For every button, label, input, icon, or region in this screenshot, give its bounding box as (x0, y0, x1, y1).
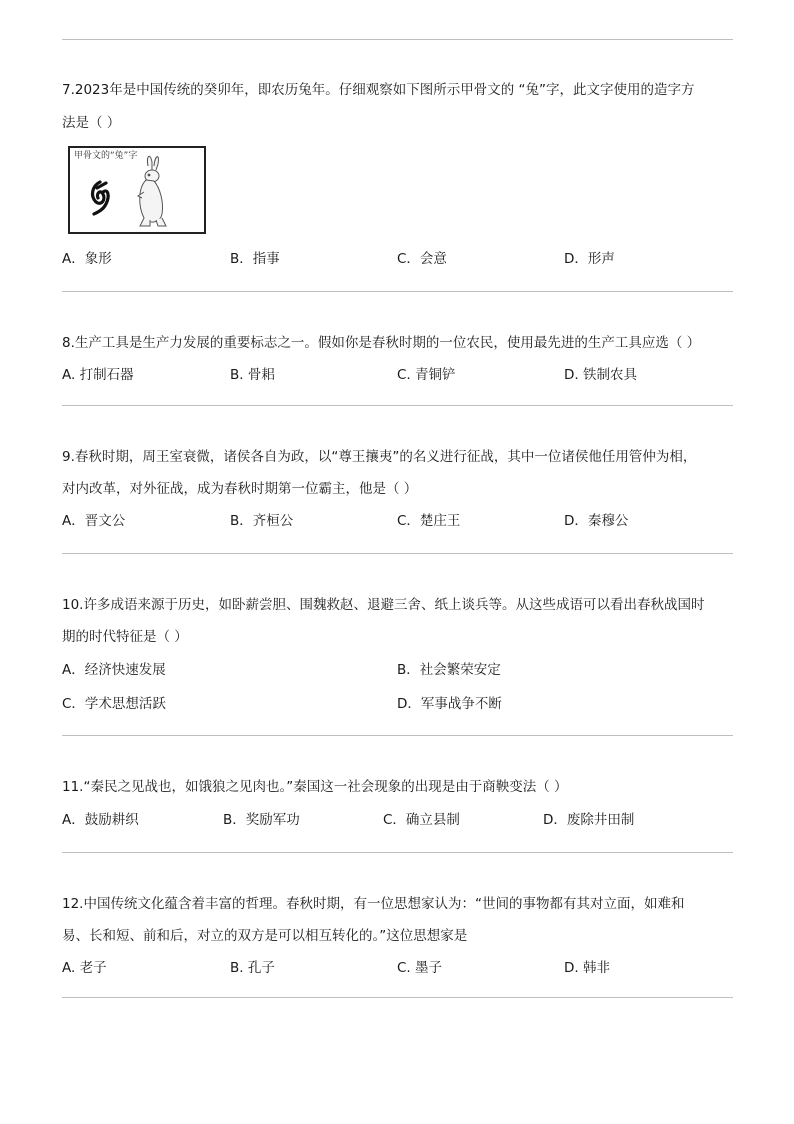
option-b[interactable]: B．奖励军功 (223, 812, 300, 828)
option-a[interactable]: A. 打制石器 (62, 367, 134, 383)
question-stem: 11.“秦民之见战也，如饿狼之见肉也。”秦国这一社会现象的出现是由于商鞅变法（ ） (62, 779, 568, 795)
oracle-bone-rabbit-figure (68, 146, 206, 234)
figure-caption: 甲骨文的“兔”字 (74, 151, 138, 161)
option-d[interactable]: D．形声 (564, 251, 615, 267)
option-a[interactable]: A．晋文公 (62, 513, 126, 529)
divider (62, 997, 733, 998)
option-b[interactable]: B．齐桓公 (230, 513, 294, 529)
divider (62, 291, 733, 292)
option-c[interactable]: C. 青铜铲 (397, 367, 456, 383)
question-stem: 7.2023年是中国传统的癸卯年，即农历兔年。仔细观察如下图所示甲骨文的 “兔”字，此文字使用的造字方 (62, 82, 695, 98)
option-b[interactable]: B. 骨耜 (230, 367, 275, 383)
question-stem: 对内改革，对外征战，成为春秋时期第一位霸主，他是（ ） (62, 481, 418, 497)
option-c[interactable]: C．学术思想活跃 (62, 696, 166, 712)
question-stem: 易、长和短、前和后，对立的双方是可以相互转化的。”这位思想家是 (62, 928, 468, 944)
option-d[interactable]: D．秦穆公 (564, 513, 629, 529)
question-stem: 法是（ ） (62, 115, 121, 131)
question-stem: 12.中国传统文化蕴含着丰富的哲理。春秋时期，有一位思想家认为：“世间的事物都有其对立面，如难和 (62, 896, 685, 912)
option-d[interactable]: D．军事战争不断 (397, 696, 502, 712)
option-c[interactable]: C. 墨子 (397, 960, 443, 976)
option-a[interactable]: A. 老子 (62, 960, 107, 976)
question-stem: 期的时代特征是（ ） (62, 629, 188, 645)
option-a[interactable]: A．经济快速发展 (62, 662, 166, 678)
rabbit-illustration (70, 148, 204, 232)
option-d[interactable]: D. 铁制农具 (564, 367, 637, 383)
option-b[interactable]: B．社会繁荣安定 (397, 662, 501, 678)
option-a[interactable]: A．鼓励耕织 (62, 812, 139, 828)
option-c[interactable]: C．确立县制 (383, 812, 460, 828)
question-stem: 10.许多成语来源于历史，如卧薪尝胆、围魏救赵、退避三舍、纸上谈兵等。从这些成语可以看出春秋战国时 (62, 597, 705, 613)
question-stem: 8.生产工具是生产力发展的重要标志之一。假如你是春秋时期的一位农民，使用最先进的生产工具应选（ ） (62, 335, 701, 351)
option-b[interactable]: B．指事 (230, 251, 280, 267)
option-d[interactable]: D. 韩非 (564, 960, 610, 976)
divider (62, 405, 733, 406)
option-b[interactable]: B. 孔子 (230, 960, 275, 976)
rabbit-icon (138, 156, 166, 226)
divider (62, 553, 733, 554)
option-d[interactable]: D．废除井田制 (543, 812, 635, 828)
divider (62, 39, 733, 40)
option-c[interactable]: C．会意 (397, 251, 447, 267)
divider (62, 852, 733, 853)
option-a[interactable]: A．象形 (62, 251, 112, 267)
divider (62, 735, 733, 736)
oracle-glyph-icon (93, 182, 109, 214)
option-c[interactable]: C．楚庄王 (397, 513, 461, 529)
question-stem: 9.春秋时期，周王室衰微，诸侯各自为政，以“尊王攘夷”的名义进行征战，其中一位诸侯他任用管仲为相， (62, 449, 697, 465)
